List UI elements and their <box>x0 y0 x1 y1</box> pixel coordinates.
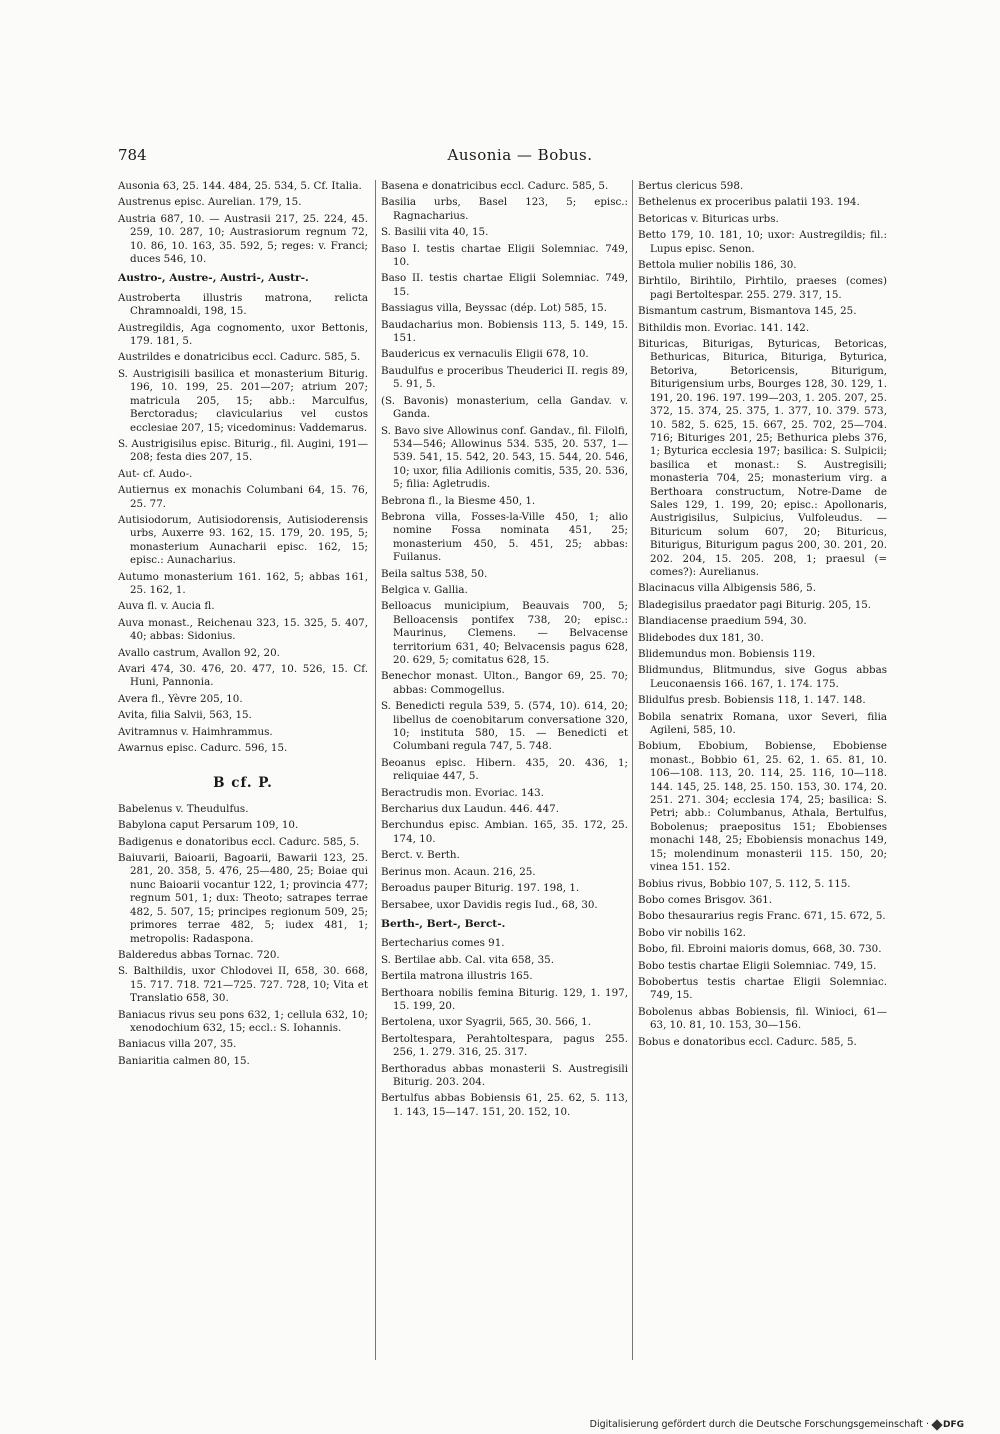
index-entry: Berct. v. Berth. <box>381 849 460 862</box>
index-entry: Blidmundus, Blitmundus, sive Gogus abbas Leuconaensis 166. 167, 1. 174. 175. <box>638 664 887 690</box>
index-entry: Bobius rivus, Bobbio 107, 5. 112, 5. 115. <box>638 877 851 890</box>
index-entry: Bobo testis chartae Eligii Solemniac. 749, 15. <box>638 959 877 972</box>
index-entry: Bobus e donatoribus eccl. Cadurc. 585, 5. <box>638 1035 857 1048</box>
index-entry: Betto 179, 10. 181, 10; uxor: Austregildis; fil.: Lupus episc. Senon. <box>638 229 887 255</box>
index-entry: Blidemundus mon. Bobiensis 119. <box>638 648 816 660</box>
index-entry: Birhtilo, Birihtilo, Pirhtilo, praeses (comes) pagi Bertoltespar. 255. 279. 317, 15. <box>638 275 887 301</box>
index-entry: Bobo thesaurarius regis Franc. 671, 15. 672, 5. <box>638 910 886 923</box>
index-entry: S. Balthildis, uxor Chlodovei II, 658, 30. 668, 15. 717. 718. 721—725. 727. 728, 10; Vita et Translatio 658, 30. <box>118 965 368 1005</box>
index-entry: Baso II. testis chartae Eligii Solemniac. 749, 15. <box>381 272 628 298</box>
footer-credit-text: Digitalisierung gefördert durch die Deutsche Forschungsgemeinschaft · <box>589 1419 929 1430</box>
index-entry: S. Bavo sive Allowinus conf. Gandav., fil. Filolfi, 534—546; Allowinus 534. 535, 20. 537, 1—539. 541, 15. 542, 20. 543, 15. 544, 20. 546, 10; uxor, filia Adilionis comitis, 535, 20. 536, 5; filia: Agletrudis. <box>381 424 628 491</box>
index-entry: Avallo castrum, Avallon 92, 20. <box>118 646 280 659</box>
index-entry: Bertoltespara, Perahtoltespara, pagus 255. 256, 1. 279. 316, 25. 317. <box>381 1032 628 1059</box>
index-entry: S. Basilii vita 40, 15. <box>381 226 489 239</box>
index-entry: Avitramnus v. Haimhrammus. <box>118 725 273 738</box>
index-entry: S. Austrigisili basilica et monasterium Biturig. 196, 10. 199, 25. 201—207; atrium 207; matricula 205, 15; abb.: Marculfus, Berctoradus; clavicularius vel custos ecclesiae 207, 15; vicedominus: Vaddemarus. <box>118 367 368 434</box>
index-entry: Bituricas, Biturigas, Byturicas, Betoricas, Bethuricas, Biturica, Bituriga, Byturica, Betoriva, Betoricensis, Biturigum, Biturigensium urbs, Bourges 128, 30. 129, 1. 191, 20. 196. 197. 199—203, 1. 205. 207, 25. 372, 15. 374, 25. 375, 1. 377, 10. 379. 573, 10. 582, 5. 625, 15. 667, 25. 702, 25—704. 716; Bituriges 201, 25; Bethurica plebs 376, 1; Byturica ecclesia 197; basilica: S. Sulpicii; basilica et monast.: S. Austregisili; monasteria 704, 25; monasterium virg. a Berthoara constructum, Notre-Dame de Sales 129, 1. 199, 20; episc.: Apollonaris, Austrigisilus, Sulpicius, Vulfoleudus. — Bituricum solum 607, 20; Bituricus, Biturigus, Biturigum pagus 200, 30. 201, 20. 202. 204, 15. 205. 208, 1; praesul (= comes?): Aurelianus. <box>638 338 887 578</box>
index-entry: Blacinacus villa Albigensis 586, 5. <box>638 582 816 595</box>
page-number: 784 <box>118 146 147 164</box>
index-entry: Bertus clericus 598. <box>638 180 744 192</box>
index-entry: Baso I. testis chartae Eligii Solemniac. 749, 10. <box>381 242 628 269</box>
section-heading: Austro-, Austre-, Austri-, Austr-. <box>118 272 309 285</box>
index-entry: S. Benedicti regula 539, 5. (574, 10). 614, 20; libellus de coenobitarum conversatione 320, 10; instituta 580, 15. — Benedicti et Columbani regula 747, 5. 748. <box>381 700 628 753</box>
index-entry: Bobila senatrix Romana, uxor Severi, filia Agileni, 585, 10. <box>638 710 887 737</box>
index-entry: Bobo, fil. Ebroini maioris domus, 668, 30. 730. <box>638 943 882 956</box>
index-entry: Beroadus pauper Biturig. 197. 198, 1. <box>381 882 580 895</box>
index-entry: (S. Bavonis) monasterium, cella Gandav. v. Ganda. <box>381 394 628 421</box>
index-entry: Avita, filia Salvii, 563, 15. <box>118 709 252 722</box>
index-entry: Beila saltus 538, 50. <box>381 567 488 580</box>
index-entry: Blandiacense praedium 594, 30. <box>638 615 807 628</box>
dfg-diamond-icon <box>931 1419 942 1430</box>
index-entry: Baudulfus e proceribus Theuderici II. regis 89, 5. 91, 5. <box>381 364 628 391</box>
index-entry: Avera fl., Yèvre 205, 10. <box>118 692 243 705</box>
index-entry: Bebrona fl., la Biesme 450, 1. <box>381 494 536 507</box>
index-entry: Belgica v. Gallia. <box>381 583 468 596</box>
index-entry: Beoanus episc. Hibern. 435, 20. 436, 1; reliquiae 447, 5. <box>381 756 628 783</box>
index-entry: Bersabee, uxor Davidis regis Iud., 68, 30. <box>381 898 598 911</box>
index-entry: Bethelenus ex proceribus palatii 193. 194. <box>638 196 860 209</box>
index-entry: Berinus mon. Acaun. 216, 25. <box>381 865 536 878</box>
index-entry: Bladegisilus praedator pagi Biturig. 205, 15. <box>638 598 872 611</box>
index-entry: Bobium, Ebobium, Bobiense, Ebobiense monast., Bobbio 61, 25. 62, 1. 65. 81, 10. 106—108. 113, 20. 114, 25. 116, 10—118. 144. 145, 25. 148, 25. 150. 153, 30. 174, 20. 251. 271. 304; ecclesia 174, 25; basilica: S. Petri; abb.: Columbanus, Athala, Bertulfus, Bobolenus; praepositus 151; Ebobienses monachi 148, 25; Ebobiensis monachus 149, 15; molendinum monasterii 115. 150, 20; vinea 151. 152. <box>638 740 887 874</box>
index-entry: Autisiodorum, Autisiodorensis, Autisioderensis urbs, Auxerre 93. 162, 15. 179, 20. 195, 5; monasterium Aunacharii episc. 162, 15; episc.: Aunacharius. <box>118 513 368 567</box>
index-entry: Bithildis mon. Evoriac. 141. 142. <box>638 321 810 334</box>
index-entry: Bobo vir nobilis 162. <box>638 926 746 939</box>
index-entry: Austroberta illustris matrona, relicta Chramnoaldi, 198, 15. <box>118 291 368 318</box>
index-columns <box>118 180 886 1360</box>
index-entry: Bismantum castrum, Bismantova 145, 25. <box>638 305 857 318</box>
column-2 <box>375 180 628 1360</box>
index-entry: Blidebodes dux 181, 30. <box>638 631 764 644</box>
index-entry: Bebrona villa, Fosses-la-Ville 450, 1; alio nomine Fossa nominata 451, 25; monasterium 450, 5. 451, 25; abbas: Fuilanus. <box>381 510 628 564</box>
index-entry: Betoricas v. Bituricas urbs. <box>638 212 779 225</box>
index-entry: Autiernus ex monachis Columbani 64, 15. 76, 25. 77. <box>118 484 368 510</box>
index-entry: Bobo comes Brisgov. 361. <box>638 893 773 906</box>
index-entry: Awarnus episc. Cadurc. 596, 15. <box>118 742 288 755</box>
index-entry: S. Bertilae abb. Cal. vita 658, 35. <box>381 953 555 966</box>
index-entry: Balderedus abbas Tornac. 720. <box>118 948 280 961</box>
index-entry: Bobolenus abbas Bobiensis, fil. Winioci, 61—63, 10. 81, 10. 153, 30—156. <box>638 1005 887 1032</box>
dfg-logo-text: DFG <box>942 1419 964 1430</box>
index-entry: Auva monast., Reichenau 323, 15. 325, 5. 407, 40; abbas: Sidonius. <box>118 616 368 643</box>
index-entry: Avari 474, 30. 476, 20. 477, 10. 526, 15. Cf. Huni, Pannonia. <box>118 663 368 689</box>
index-entry: Babelenus v. Theudulfus. <box>118 802 249 815</box>
index-entry: Auva fl. v. Aucia fl. <box>118 600 215 613</box>
index-entry: Blidulfus presb. Bobiensis 118, 1. 147. 148. <box>638 694 866 707</box>
column-1 <box>118 180 368 1360</box>
index-entry: Berthoara nobilis femina Biturig. 129, 1. 197, 15. 199, 20. <box>381 986 628 1012</box>
index-entry: Berthoradus abbas monasterii S. Austregisili Biturig. 203. 204. <box>381 1062 628 1088</box>
index-entry: Bettola mulier nobilis 186, 30. <box>638 259 797 272</box>
index-entry: Bercharius dux Laudun. 446. 447. <box>381 803 559 816</box>
index-entry: Bertulfus abbas Bobiensis 61, 25. 62, 5. 113, 1. 143, 15—147. 151, 20. 152, 10. <box>381 1092 628 1118</box>
index-entry: Berchundus episc. Ambian. 165, 35. 172, 25. 174, 10. <box>381 819 628 845</box>
index-entry: Austrildes e donatricibus eccl. Cadurc. 585, 5. <box>118 351 361 364</box>
index-entry: Basilia urbs, Basel 123, 5; episc.: Ragnacharius. <box>381 196 628 222</box>
index-entry: Austrenus episc. Aurelian. 179, 15. <box>118 196 302 209</box>
index-entry: Benechor monast. Ulton., Bangor 69, 25. 70; abbas: Commogellus. <box>381 670 628 696</box>
index-entry: Bassiagus villa, Beyssac (dép. Lot) 585, 15. <box>381 302 607 315</box>
index-entry: Baniaritia calmen 80, 15. <box>118 1054 250 1067</box>
column-3 <box>632 180 887 1360</box>
index-entry: Baiuvarii, Baioarii, Bagoarii, Bawarii 123, 25. 281, 20. 358, 5. 476, 25—480, 25; Boiae qui nunc Baioarii vocantur 122, 1; provincia 477; regnum 501, 1; dux: Theoto; satrapes terrae 482, 5. 507, 15; principes regionum 509, 25; primores terrae 482, 5; iudex 481, 1; metropolis: Radaspona. <box>118 852 368 945</box>
index-entry: Bertolena, uxor Syagrii, 565, 30. 566, 1. <box>381 1016 591 1029</box>
index-entry: Baudacharius mon. Bobiensis 113, 5. 149, 15. 151. <box>381 318 628 345</box>
letter-heading: B cf. P. <box>213 775 273 792</box>
index-entry: Austria 687, 10. — Austrasii 217, 25. 224, 45. 259, 10. 287, 10; Austrasiorum regnum 72, 10. 86, 10. 163, 35. 592, 5; reges: v. Franci; duces 546, 10. <box>118 212 368 266</box>
index-entry: Baniacus villa 207, 35. <box>118 1038 237 1051</box>
footer-credit <box>590 1419 964 1430</box>
index-entry: Beractrudis mon. Evoriac. 143. <box>381 786 544 799</box>
index-entry: Belloacus municipium, Beauvais 700, 5; Belloacensis pontifex 738, 20; episc.: Maurinus, Clemens. — Belvacense territorium 631, 40; Belvacensis pagus 628, 20. 629, 5; comitatus 628, 15. <box>381 600 628 666</box>
dfg-logo <box>933 1420 964 1430</box>
index-entry: Autumo monasterium 161. 162, 5; abbas 161, 25. 162, 1. <box>118 570 368 596</box>
index-entry: Basena e donatricibus eccl. Cadurc. 585, 5. <box>381 180 609 192</box>
index-entry: Bertila matrona illustris 165. <box>381 970 533 983</box>
index-entry: Baudericus ex vernaculis Eligii 678, 10. <box>381 348 589 361</box>
running-title: Ausonia — Bobus. <box>447 146 593 164</box>
index-entry: Austregildis, Aga cognomento, uxor Bettonis, 179. 181, 5. <box>118 321 368 348</box>
index-entry: Baniacus rivus seu pons 632, 1; cellula 632, 10; xenodochium 632, 15; eccl.: S. Iohannis. <box>118 1008 368 1034</box>
index-entry: Bobobertus testis chartae Eligii Solemniac. 749, 15. <box>638 975 887 1002</box>
index-entry: Babylona caput Persarum 109, 10. <box>118 819 299 832</box>
index-entry: Badigenus e donatoribus eccl. Cadurc. 585, 5. <box>118 835 360 848</box>
index-entry: Bertecharius comes 91. <box>381 937 505 950</box>
index-entry: Ausonia 63, 25. 144. 484, 25. 534, 5. Cf. Italia. <box>118 180 362 192</box>
index-entry: S. Austrigisilus episc. Biturig., fil. Augini, 191—208; festa dies 207, 15. <box>118 437 368 464</box>
index-entry: Aut- cf. Audo-. <box>118 467 193 480</box>
section-heading: Berth-, Bert-, Berct-. <box>381 917 506 930</box>
